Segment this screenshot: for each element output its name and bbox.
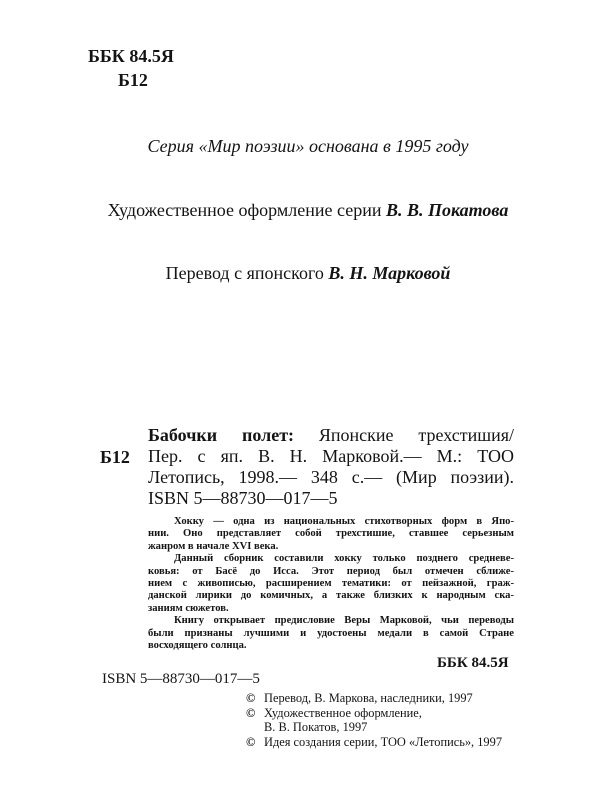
- bbk-code: ББК 84.5Я: [88, 46, 174, 66]
- catalog-line-3: Летопись, 1998.— 348 с.— (Мир поэзии).: [148, 467, 514, 487]
- copyright-row: [246, 691, 502, 706]
- copyright-row: [246, 706, 502, 721]
- annotation-line: восходящего солнца.: [148, 640, 247, 652]
- copyright-block: [246, 691, 502, 749]
- copyright-text: Перевод, В. Маркова, наследники, 1997: [264, 691, 473, 705]
- annotation-line: Хокку — одна из национальных стихотворных форм в Япо-: [174, 516, 514, 527]
- catalog-subtitle: Японские трехстишия/: [294, 425, 514, 445]
- annotation: [148, 516, 514, 652]
- annotation-line: нии. Оно представляет собой трехстишие, ставшее серьезным: [148, 528, 514, 540]
- catalog-line-1: [148, 425, 514, 446]
- annotation-line: ковья: от Басё до Исса. Этот период был отмечен сближе-: [148, 565, 514, 577]
- annotation-line: данской лирики до комичных, а также близких к народным ска-: [148, 590, 514, 602]
- catalog-line-2: Пер. с яп. В. Н. Марковой.— М.: ТОО: [148, 446, 514, 466]
- translation-credit: [0, 264, 616, 282]
- catalog-isbn: ISBN 5—88730—017—5: [148, 488, 338, 508]
- design-credit: [0, 201, 616, 219]
- annotation-line: нием с живописью, расширением тематики: от пейзажной, граж-: [148, 578, 514, 590]
- copyright-icon: ©: [246, 705, 256, 720]
- isbn-bottom: ISBN 5—88730—017—5: [102, 671, 260, 687]
- copyright-text: В. В. Покатов, 1997: [264, 720, 368, 735]
- annotation-line: жанром в начале XVI века.: [148, 540, 279, 552]
- catalog-entry: [148, 425, 514, 509]
- annotation-line: Данный сборник составили хокку только позднего средневе-: [174, 553, 514, 565]
- series-note: Серия «Мир поэзии» основана в 1995 году: [147, 136, 469, 156]
- annotation-line: Книгу открывает предисловие Веры Марковой, чьи переводы: [174, 615, 514, 627]
- designer-name: В. В. Покатова: [385, 200, 509, 220]
- copyright-icon: ©: [246, 734, 256, 749]
- catalog-author-mark: Б12: [100, 447, 130, 467]
- translation-credit-label: Перевод с японского: [165, 263, 329, 283]
- design-credit-label: Художественное оформление серии: [107, 200, 386, 220]
- translator-name: В. Н. Марковой: [328, 263, 451, 283]
- book-title: Бабочки полет:: [148, 425, 295, 445]
- copyright-icon: ©: [246, 691, 256, 705]
- bbk-code-bottom: ББК 84.5Я: [437, 655, 509, 671]
- copyright-row: [246, 720, 502, 735]
- author-mark: Б12: [118, 70, 148, 90]
- copyright-row: [246, 735, 502, 750]
- copyright-text: Идея создания серии, ТОО «Летопись», 1997: [264, 734, 503, 749]
- annotation-line: были признаны лучшими и удостоены медали в самой Стране: [148, 627, 514, 639]
- copyright-text: Художественное оформление,: [264, 705, 422, 720]
- annotation-line: заниям сюжетов.: [148, 602, 229, 614]
